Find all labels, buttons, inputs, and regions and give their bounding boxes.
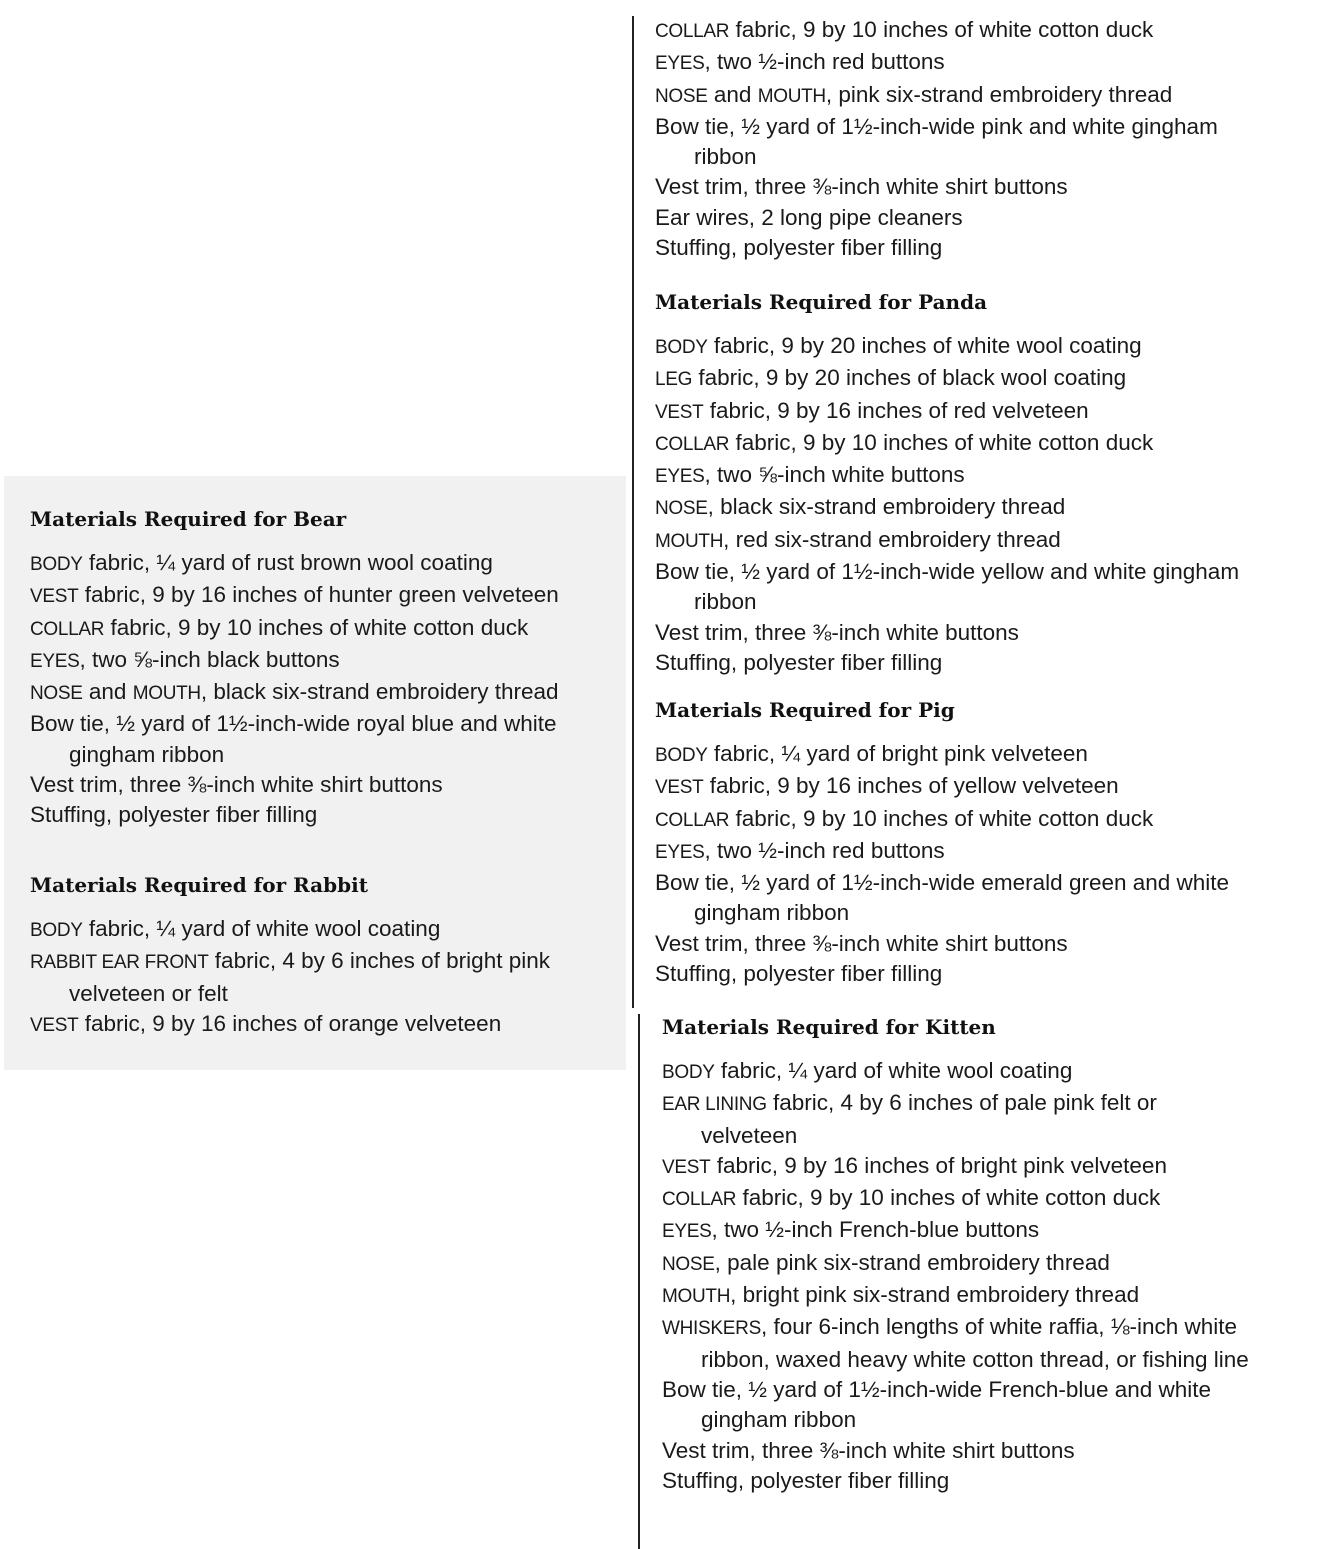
list-item: MOUTH, bright pink six-strand embroidery thread <box>662 1282 1140 1308</box>
materials-list <box>655 739 1255 989</box>
list-item: Bow tie, ½ yard of 1½-inch-wide royal blue and white gingham ribbon <box>30 711 557 767</box>
list-item: COLLAR fabric, 9 by 10 inches of white cotton duck <box>655 805 1154 831</box>
section-heading: Materials Required for Bear <box>30 507 347 531</box>
section-continued <box>655 15 1255 263</box>
list-item: WHISKERS, four 6-inch lengths of white raffia, ⅛-inch white ribbon, waxed heavy white cotton thread, or fishing line <box>662 1314 1249 1372</box>
list-item: Vest trim, three ⅜-inch white shirt buttons <box>662 1437 1075 1463</box>
list-item: NOSE and MOUTH, pink six-strand embroidery thread <box>655 81 1173 107</box>
list-item: COLLAR fabric, 9 by 10 inches of white cotton duck <box>662 1185 1161 1211</box>
list-item: Stuffing, polyester fiber filling <box>30 802 318 828</box>
section-panda <box>655 287 1255 678</box>
materials-list <box>30 548 620 831</box>
list-item: Vest trim, three ⅜-inch white buttons <box>655 619 1019 645</box>
section-heading: Materials Required for Pig <box>655 698 955 722</box>
list-item: LEG fabric, 9 by 20 inches of black wool coating <box>655 365 1127 391</box>
section-heading: Materials Required for Rabbit <box>30 873 368 897</box>
list-item: VEST fabric, 9 by 16 inches of red velveteen <box>655 397 1089 423</box>
list-item: Stuffing, polyester fiber filling <box>655 235 943 261</box>
list-item: EYES, two ½-inch red buttons <box>655 837 945 863</box>
materials-list <box>30 914 620 1041</box>
list-item: COLLAR fabric, 9 by 10 inches of white cotton duck <box>655 429 1154 455</box>
list-item: EAR LINING fabric, 4 by 6 inches of pale pink felt or velveteen <box>662 1090 1157 1148</box>
materials-list <box>662 1056 1252 1496</box>
column-divider-top <box>632 16 634 1008</box>
list-item: EYES, two ⅝-inch black buttons <box>30 646 340 672</box>
list-item: Ear wires, 2 long pipe cleaners <box>655 204 963 230</box>
list-item: Bow tie, ½ yard of 1½-inch-wide emerald green and white gingham ribbon <box>655 870 1230 926</box>
list-item: Vest trim, three ⅜-inch white shirt buttons <box>655 930 1068 956</box>
list-item: Stuffing, polyester fiber filling <box>655 961 943 987</box>
list-item: BODY fabric, ¼ yard of bright pink velveteen <box>655 741 1088 766</box>
list-item: BODY fabric, ¼ yard of rust brown wool coating <box>30 550 493 575</box>
list-item: COLLAR fabric, 9 by 10 inches of white cotton duck <box>30 614 529 640</box>
section-pig <box>655 695 1255 989</box>
list-item: NOSE, pale pink six-strand embroidery thread <box>662 1249 1110 1275</box>
materials-list <box>655 15 1255 263</box>
section-heading: Materials Required for Panda <box>655 290 988 314</box>
section-heading: Materials Required for Kitten <box>662 1015 996 1039</box>
list-item: Bow tie, ½ yard of 1½-inch-wide French-blue and white gingham ribbon <box>662 1376 1212 1433</box>
list-item: BODY fabric, 9 by 20 inches of white wool coating <box>655 333 1142 358</box>
list-item: BODY fabric, ¼ yard of white wool coating <box>30 916 441 941</box>
list-item: Vest trim, three ⅜-inch white shirt buttons <box>30 772 443 798</box>
list-item: NOSE and MOUTH, black six-strand embroidery thread <box>30 679 559 705</box>
list-item: COLLAR fabric, 9 by 10 inches of white cotton duck <box>655 17 1154 42</box>
materials-list <box>655 331 1255 678</box>
list-item: Stuffing, polyester fiber filling <box>655 649 943 675</box>
list-item: VEST fabric, 9 by 16 inches of hunter green velveteen <box>30 582 559 608</box>
list-item: RABBIT EAR FRONT fabric, 4 by 6 inches of bright pink velveteen or felt <box>30 948 550 1006</box>
section-rabbit <box>30 870 620 1041</box>
section-bear <box>30 504 620 831</box>
section-kitten <box>662 1012 1252 1496</box>
list-item: EYES, two ⅝-inch white buttons <box>655 462 965 488</box>
list-item: Bow tie, ½ yard of 1½-inch-wide pink and white gingham ribbon <box>655 113 1218 170</box>
list-item: BODY fabric, ¼ yard of white wool coating <box>662 1058 1073 1083</box>
list-item: MOUTH, red six-strand embroidery thread <box>655 526 1061 552</box>
list-item: VEST fabric, 9 by 16 inches of bright pink velveteen <box>662 1152 1167 1178</box>
list-item: Stuffing, polyester fiber filling <box>662 1467 950 1493</box>
list-item: VEST fabric, 9 by 16 inches of yellow velveteen <box>655 773 1119 799</box>
list-item: Vest trim, three ⅜-inch white shirt buttons <box>655 174 1068 200</box>
list-item: EYES, two ½-inch red buttons <box>655 49 945 75</box>
list-item: EYES, two ½-inch French-blue buttons <box>662 1217 1040 1243</box>
list-item: Bow tie, ½ yard of 1½-inch-wide yellow and white gingham ribbon <box>655 559 1240 615</box>
list-item: NOSE, black six-strand embroidery thread <box>655 494 1066 520</box>
column-divider-bottom <box>638 1014 640 1549</box>
list-item: VEST fabric, 9 by 16 inches of orange velveteen <box>30 1010 502 1036</box>
